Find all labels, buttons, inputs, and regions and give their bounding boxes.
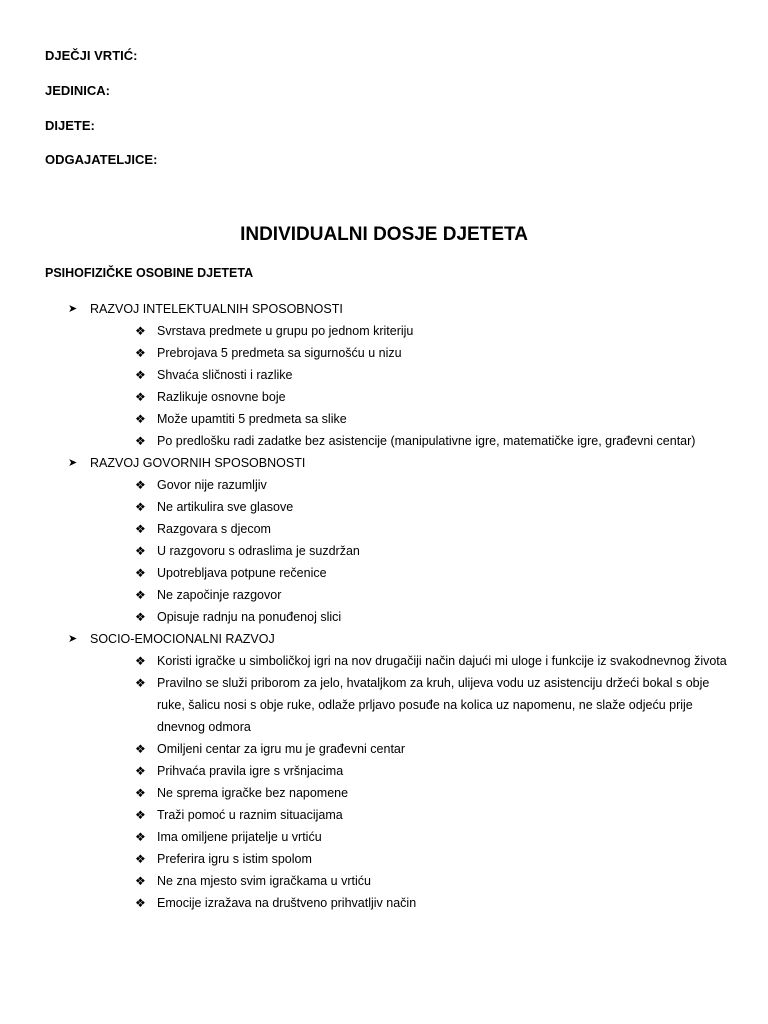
category-label: SOCIO-EMOCIONALNI RAZVOJ [90, 632, 275, 646]
four-diamond-bullet-icon: ❖ [135, 588, 146, 602]
list-item-text: Preferira igru s istim spolom [157, 852, 312, 866]
list-item-text: Omiljeni centar za igru mu je građevni centar [157, 742, 406, 756]
four-diamond-bullet-icon: ❖ [135, 808, 146, 822]
list-item [0, 848, 768, 870]
list-item [0, 408, 768, 430]
list-item-text: U razgovoru s odraslima je suzdržan [157, 544, 360, 558]
list-item [0, 342, 768, 364]
arrowhead-bullet-icon: ➤ [68, 633, 78, 645]
list-item [0, 474, 768, 496]
list-item [0, 430, 768, 452]
list-item-text: Ne započinje razgovor [157, 588, 282, 602]
list-item [0, 562, 768, 584]
four-diamond-bullet-icon: ❖ [135, 478, 146, 492]
four-diamond-bullet-icon: ❖ [135, 896, 146, 910]
category-heading [0, 452, 768, 474]
list-item [0, 738, 768, 760]
four-diamond-bullet-icon: ❖ [135, 654, 146, 668]
list-item-text: Opisuje radnju na ponuđenoj slici [157, 610, 342, 624]
list-item [0, 650, 768, 672]
field-child: DIJETE: [45, 118, 95, 133]
list-item [0, 540, 768, 562]
field-unit: JEDINICA: [45, 83, 111, 98]
list-item [0, 518, 768, 540]
list-item-text: Shvaća sličnosti i razlike [157, 368, 293, 382]
category-label: RAZVOJ INTELEKTUALNIH SPOSOBNOSTI [90, 302, 343, 316]
list-item-text: Po predlošku radi zadatke bez asistencije (manipulativne igre, matematičke igre, građevni centar) [157, 434, 696, 448]
list-item-text: Ne sprema igračke bez napomene [157, 786, 349, 800]
four-diamond-bullet-icon: ❖ [135, 500, 146, 514]
four-diamond-bullet-icon: ❖ [135, 390, 146, 404]
list-item [0, 760, 768, 782]
four-diamond-bullet-icon: ❖ [135, 346, 146, 360]
list-item-text: Može upamtiti 5 predmeta sa slike [157, 412, 347, 426]
list-item-text: Emocije izražava na društveno prihvatljiv način [157, 896, 417, 910]
field-kindergarten: DJEČJI VRTIĆ: [45, 48, 138, 63]
list-item-text: Razlikuje osnovne boje [157, 390, 286, 404]
list-item [0, 386, 768, 408]
four-diamond-bullet-icon: ❖ [135, 522, 146, 536]
four-diamond-bullet-icon: ❖ [135, 434, 146, 448]
list-item-text: Pravilno se služi priborom za jelo, hvataljkom za kruh, ulijeva vodu uz asistenciju držeći bokal s obje ruke, šalicu nosi s obje ruke, odlaže prljavo posuđe na kolica uz napomenu, ne slaže odjeću prije dnevnog odmora [157, 676, 710, 734]
development-list [0, 298, 768, 914]
four-diamond-bullet-icon: ❖ [135, 676, 146, 690]
list-item [0, 804, 768, 826]
four-diamond-bullet-icon: ❖ [135, 742, 146, 756]
four-diamond-bullet-icon: ❖ [135, 874, 146, 888]
four-diamond-bullet-icon: ❖ [135, 610, 146, 624]
list-item-text: Prebrojava 5 predmeta sa sigurnošću u nizu [157, 346, 402, 360]
list-item-text: Traži pomoć u raznim situacijama [157, 808, 343, 822]
four-diamond-bullet-icon: ❖ [135, 830, 146, 844]
category-heading [0, 298, 768, 320]
category-label: RAZVOJ GOVORNIH SPOSOBNOSTI [90, 456, 306, 470]
list-item [0, 320, 768, 342]
list-item-text: Ne artikulira sve glasove [157, 500, 294, 514]
four-diamond-bullet-icon: ❖ [135, 852, 146, 866]
four-diamond-bullet-icon: ❖ [135, 368, 146, 382]
four-diamond-bullet-icon: ❖ [135, 566, 146, 580]
document-title: INDIVIDUALNI DOSJE DJETETA [240, 224, 528, 245]
list-item-text: Razgovara s djecom [157, 522, 271, 536]
list-item-text: Koristi igračke u simboličkoj igri na nov drugačiji način dajući mi uloge i funkcije iz svakodnevnog života [157, 654, 727, 668]
list-item [0, 672, 768, 738]
list-item-text: Ima omiljene prijatelje u vrtiću [157, 830, 322, 844]
list-item [0, 870, 768, 892]
section-heading: PSIHOFIZIČKE OSOBINE DJETETA [45, 266, 254, 280]
list-item [0, 364, 768, 386]
list-item-text: Prihvaća pravila igre s vršnjacima [157, 764, 344, 778]
arrowhead-bullet-icon: ➤ [68, 457, 78, 469]
list-item [0, 782, 768, 804]
list-item [0, 892, 768, 914]
list-item-text: Upotrebljava potpune rečenice [157, 566, 327, 580]
four-diamond-bullet-icon: ❖ [135, 544, 146, 558]
four-diamond-bullet-icon: ❖ [135, 324, 146, 338]
list-item-text: Ne zna mjesto svim igračkama u vrtiću [157, 874, 371, 888]
arrowhead-bullet-icon: ➤ [68, 303, 78, 315]
list-item [0, 584, 768, 606]
list-item [0, 826, 768, 848]
list-item [0, 496, 768, 518]
category-heading [0, 628, 768, 650]
four-diamond-bullet-icon: ❖ [135, 764, 146, 778]
four-diamond-bullet-icon: ❖ [135, 412, 146, 426]
field-educators: ODGAJATELJICE: [45, 152, 158, 167]
list-item-text: Govor nije razumljiv [157, 478, 267, 492]
list-item-text: Svrstava predmete u grupu po jednom kriteriju [157, 324, 414, 338]
list-item [0, 606, 768, 628]
four-diamond-bullet-icon: ❖ [135, 786, 146, 800]
